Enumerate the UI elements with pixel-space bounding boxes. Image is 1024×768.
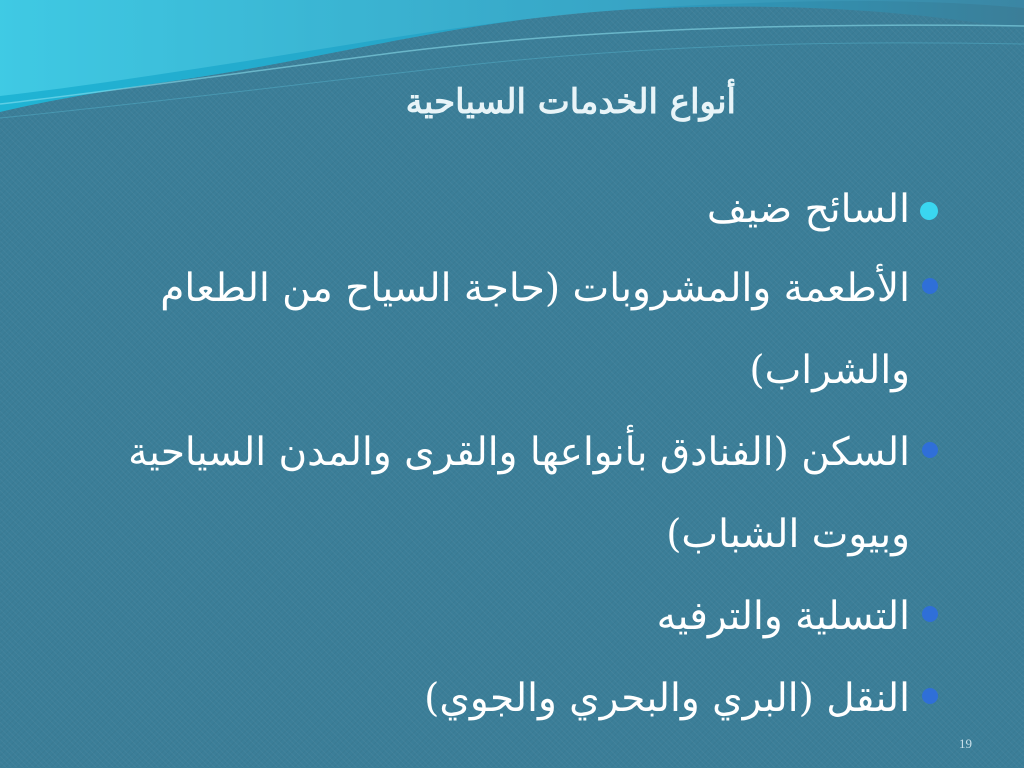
bullet-item-2 bbox=[108, 248, 938, 412]
bullet-item-1 bbox=[108, 178, 938, 242]
bullet-dot-blue-icon bbox=[922, 442, 938, 458]
bullet-list bbox=[108, 178, 938, 740]
bullet-item-5 bbox=[108, 658, 938, 740]
slide-number: 19 bbox=[959, 736, 972, 751]
bullet-item-4 bbox=[108, 576, 938, 658]
bullet-dot-blue-icon bbox=[922, 688, 938, 704]
bullet-dot-blue-icon bbox=[922, 278, 938, 294]
bullet-text-4: التسلية والترفيه bbox=[656, 594, 910, 639]
bullet-text-2: الأطعمة والمشروبات (حاجة السياح من الطعام والشراب) bbox=[160, 266, 910, 393]
slide-title: أنواع الخدمات السياحية bbox=[405, 82, 736, 122]
bullet-text-1: السائح ضيف bbox=[706, 187, 910, 232]
bullet-dot-cyan-icon bbox=[920, 202, 938, 220]
bullet-text-3: السكن (الفنادق بأنواعها والقرى والمدن السياحية وبيوت الشباب) bbox=[128, 430, 910, 557]
bullet-text-5: النقل (البري والبحري والجوي) bbox=[424, 676, 910, 721]
bullet-item-3 bbox=[108, 412, 938, 576]
bullet-dot-blue-icon bbox=[922, 606, 938, 622]
